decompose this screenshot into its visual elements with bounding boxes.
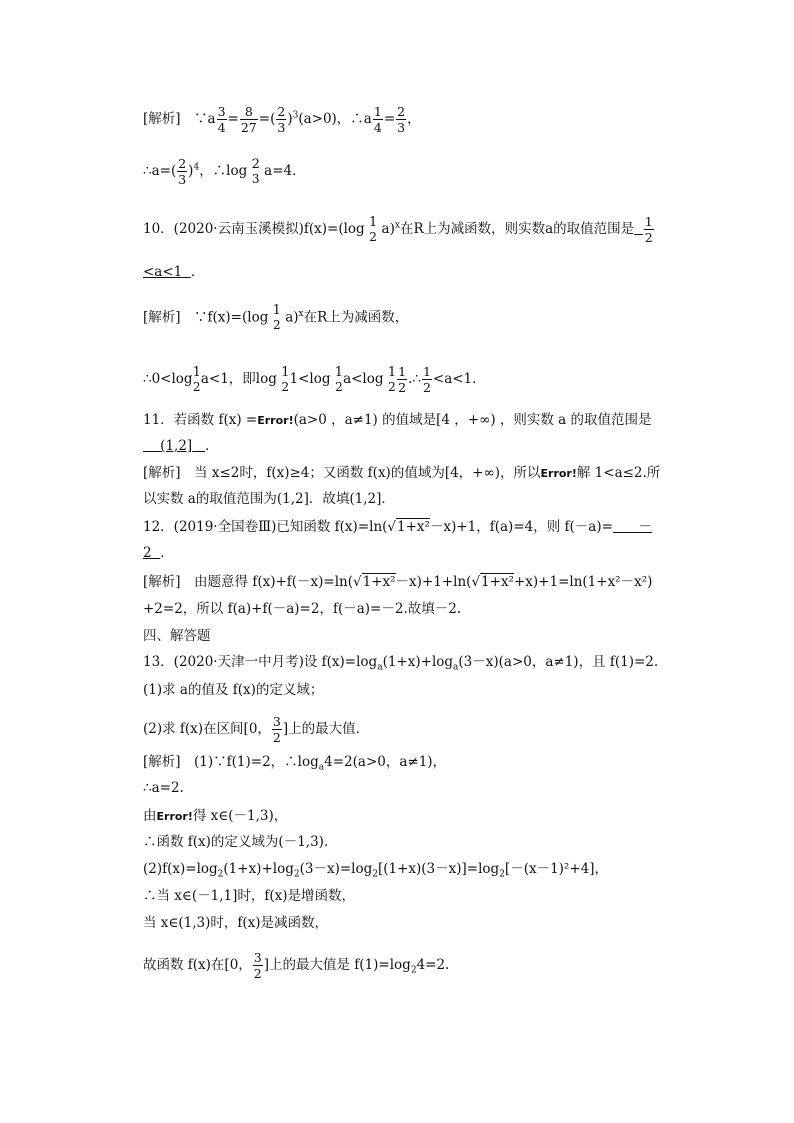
- p11-question: [143, 410, 652, 431]
- answer-blank: <a<1: [143, 264, 183, 280]
- text: (1+x)+log: [382, 654, 454, 670]
- text: +x)+1=ln(1+x²－x²): [513, 574, 653, 590]
- text: ]上的最大值．: [282, 721, 370, 737]
- p12-answer-cont: [143, 543, 174, 563]
- radicand: 1+x²: [397, 519, 430, 535]
- p11-solution-line2: [143, 489, 395, 509]
- text: 解 1<a≤2.所: [576, 465, 661, 481]
- subscript: 2: [217, 869, 224, 880]
- p13-q1: [143, 680, 323, 700]
- p13-solution-line8: [143, 950, 449, 981]
- p10-answer-cont: [143, 262, 204, 282]
- subscript: a: [377, 662, 383, 673]
- text: =: [227, 111, 239, 127]
- text: [解析] ∵f(x)=(log: [143, 309, 269, 326]
- p13-solution-line3: [143, 806, 287, 827]
- text: ∴函数 f(x)的定义域为(－1,3)．: [143, 834, 338, 850]
- text: ∴当 x∈(－1,1]时，f(x)是增函数，: [143, 888, 356, 904]
- fraction: $\frac{3}{2}$: [253, 950, 262, 981]
- answer-blank: －: [638, 519, 653, 535]
- fraction: $\frac{1}{4}$: [373, 104, 382, 135]
- text: (2)求 f(x)在区间[0，: [143, 721, 271, 737]
- text: 由: [143, 808, 157, 824]
- text: ∴0<log: [143, 371, 193, 387]
- text: =: [383, 111, 396, 127]
- p10-solution-line1: [143, 304, 408, 332]
- p13-solution-line5: [143, 859, 608, 885]
- p13-solution-line7: [143, 913, 328, 933]
- p9-line1: [143, 104, 421, 135]
- fraction: $\frac{3}{2}$: [272, 714, 281, 745]
- radicand: 1+x²: [481, 574, 514, 590]
- text: 13．(2020·天津一中月考)设 f(x)=log: [143, 654, 378, 670]
- p13-question: [143, 652, 658, 678]
- fraction: $\frac{2}{3}$: [178, 156, 187, 187]
- text: [解析] ∵a: [143, 111, 216, 127]
- p11-answer: [143, 436, 219, 456]
- text: 四、解答题: [143, 628, 211, 644]
- text: 故函数 f(x)在[0，: [143, 957, 252, 973]
- answer-blank: (1,2]: [160, 438, 193, 454]
- text: ．: [205, 438, 219, 454]
- fraction: $\frac{1}{2}$: [422, 364, 431, 395]
- error-placeholder: Error!: [540, 467, 577, 480]
- subscript: a: [318, 762, 325, 773]
- radicand: 1+x²: [362, 574, 396, 590]
- text: ，∴log: [199, 163, 248, 179]
- p13-solution-line6: [143, 886, 355, 906]
- p10-question: [143, 214, 655, 245]
- error-placeholder: Error!: [257, 414, 294, 427]
- p10-solution-line2: [143, 364, 476, 395]
- text: <a<1.: [432, 371, 477, 387]
- exponent: 3: [292, 110, 299, 121]
- p13-solution-line1: [143, 752, 446, 778]
- p12-solution-line1: [解析] 由题意得 f(x)+f(－x)=ln(√1+x²－x)+1+ln(√1+x²+x)+1=ln(1+x²－x²): [143, 574, 653, 590]
- fraction: $\frac{8}{27}$: [240, 104, 257, 135]
- subscript: 2: [372, 869, 378, 880]
- text: －x)+1，f(a)=4，则 f(－a)=: [429, 519, 613, 535]
- subscript: 2: [499, 869, 505, 880]
- p13-q2: [143, 714, 369, 745]
- fraction: $\frac{1}{2}$: [398, 364, 407, 395]
- text: (a>0)，∴a: [298, 111, 372, 127]
- subscript: 2: [410, 965, 417, 976]
- text: .∴: [408, 371, 421, 387]
- text: a): [381, 221, 395, 237]
- text: 在R上为减函数，: [303, 309, 409, 326]
- text: [－(x－1)²+4]，: [504, 861, 609, 877]
- text: a<1，即log: [200, 371, 277, 387]
- fraction: $\frac{2}{3}$: [397, 104, 406, 135]
- p13-solution-line2: [143, 778, 184, 798]
- exponent: x: [394, 220, 400, 231]
- text: (1)求 a的值及 f(x)的定义域；: [143, 682, 324, 698]
- text: (3－x)(a>0，a≠1)，且 f(1)=2.: [458, 654, 659, 670]
- exponent: x: [298, 309, 304, 319]
- text: (1+x)+log: [223, 861, 294, 877]
- p12-question: 12．(2019·全国卷Ⅲ)已知函数 f(x)=ln(√1+x²－x)+1，f(a)=4，则 f(－a)= －: [143, 519, 653, 535]
- text: 11．若函数 f(x) =: [143, 412, 258, 428]
- fraction: $\frac{3}{4}$: [217, 104, 226, 135]
- text: [(1+x)(3－x)]=log: [377, 861, 500, 877]
- answer-blank: 2: [143, 545, 152, 561]
- error-placeholder: Error!: [156, 810, 193, 823]
- text: 4=2(a>0，a≠1)，: [324, 754, 447, 770]
- log-base: 1 2: [272, 303, 281, 332]
- text: (2)f(x)=log: [143, 861, 218, 877]
- log-base: 1 2: [368, 214, 378, 244]
- log-base: 2 3: [251, 156, 260, 186]
- log-base: 1 2: [387, 364, 397, 394]
- fraction: $\frac{2}{3}$: [277, 104, 286, 135]
- text: (3－x)=log: [299, 861, 373, 877]
- text: 以实数 a的取值范围为(1,2]．故填(1,2]．: [143, 491, 395, 507]
- text: 12．(2019·全国卷Ⅲ)已知函数 f(x)=ln(: [143, 519, 388, 535]
- text: a=4.: [264, 163, 297, 179]
- text: a<log: [343, 371, 384, 387]
- text: ): [287, 111, 293, 127]
- text: a): [285, 309, 299, 326]
- text: 10．(2020·云南玉溪模拟)f(x)=(log: [143, 221, 365, 237]
- p11-solution-line1: [143, 463, 660, 484]
- text: 1<log: [289, 371, 331, 387]
- text: ，: [407, 111, 421, 127]
- answer-blank: $\frac{1}{2}$: [644, 214, 653, 245]
- text: [解析] 当 x≤2时，f(x)≥4；又函数 f(x)的值域为[4，+∞)，所以: [143, 465, 541, 481]
- subscript: a: [453, 662, 459, 673]
- section-heading: [143, 626, 211, 646]
- text: 得 x∈(－1,3)，: [192, 808, 288, 824]
- subscript: 2: [293, 869, 300, 880]
- text: [解析] 由题意得 f(x)+f(－x)=ln(: [143, 574, 354, 590]
- log-base: 1 2: [334, 364, 344, 394]
- p12-solution-line2: [143, 599, 461, 619]
- text: ∴a=(: [143, 163, 177, 179]
- text: ．: [190, 264, 205, 280]
- text: －x)+1+ln(: [395, 574, 472, 590]
- text: ．: [160, 545, 174, 561]
- text: ]上的最大值是 f(1)=log: [263, 957, 411, 973]
- p13-solution-line4: [143, 832, 337, 852]
- text: 在R上为减函数，则实数a的取值范围是: [399, 221, 635, 237]
- text: 4=2.: [416, 957, 450, 973]
- p9-line2: [143, 156, 296, 187]
- log-base: 1 2: [192, 364, 201, 394]
- text: +2=2，所以 f(a)+f(－a)=2，f(－a)=－2.故填－2.: [143, 601, 462, 617]
- text: ): [188, 163, 194, 179]
- text: [解析] (1)∵f(1)=2，∴log: [143, 754, 319, 770]
- exponent: 4: [193, 162, 200, 173]
- text: (a>0 ，a≠1) 的值域是[4 ，+∞) ，则实数 a 的取值范围是: [293, 412, 652, 428]
- text: ∴a=2.: [143, 780, 184, 796]
- log-base: 1 2: [281, 364, 290, 394]
- text: =(: [258, 111, 276, 127]
- text: 当 x∈(1,3)时，f(x)是减函数，: [143, 915, 329, 931]
